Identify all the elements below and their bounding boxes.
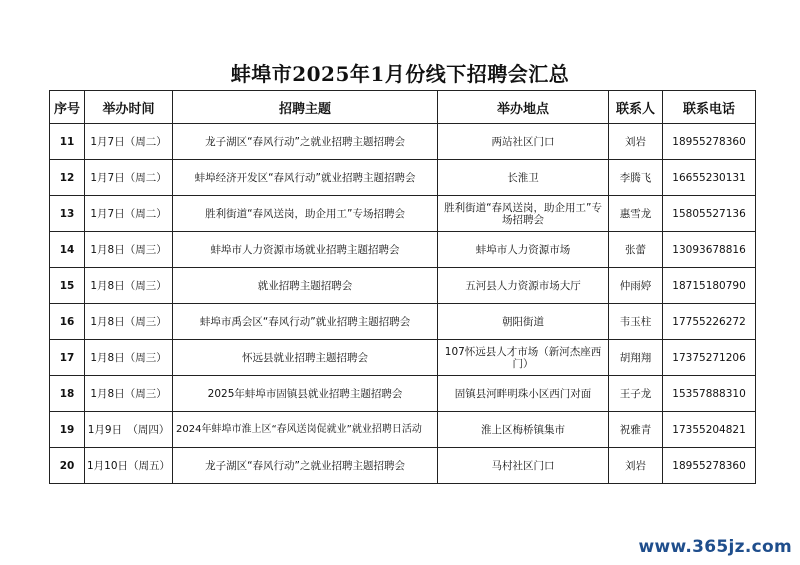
cell-location: 两站社区门口 [438,124,609,160]
header-location: 举办地点 [438,91,609,124]
cell-phone: 18955278360 [663,124,756,160]
cell-contact: 张蕾 [609,232,663,268]
cell-location: 107怀远县人才市场（新河杰座西门） [438,340,609,376]
cell-date: 1月7日（周二） [85,196,173,232]
table-row [50,124,756,160]
cell-no: 19 [50,412,85,448]
cell-date: 1月8日（周三） [85,376,173,412]
cell-date: 1月9日 （周四） [85,412,173,448]
header-date: 举办时间 [85,91,173,124]
cell-topic: 蚌埠经济开发区“春风行动”就业招聘主题招聘会 [173,160,438,196]
cell-topic: 蚌埠市人力资源市场就业招聘主题招聘会 [173,232,438,268]
cell-phone: 13093678816 [663,232,756,268]
cell-no: 17 [50,340,85,376]
cell-date: 1月7日（周二） [85,160,173,196]
cell-no: 12 [50,160,85,196]
cell-contact: 刘岩 [609,448,663,484]
cell-contact: 刘岩 [609,124,663,160]
table-row [50,340,756,376]
cell-no: 11 [50,124,85,160]
cell-contact: 仲雨婷 [609,268,663,304]
watermark: www.365jz.com [638,537,792,557]
cell-phone: 15805527136 [663,196,756,232]
cell-phone: 18715180790 [663,268,756,304]
cell-topic: 怀远县就业招聘主题招聘会 [173,340,438,376]
table-row [50,448,756,484]
cell-topic: 2024年蚌埠市淮上区“春风送岗促就业”就业招聘日活动 [173,412,438,448]
cell-location: 淮上区梅桥镇集市 [438,412,609,448]
cell-location: 朝阳街道 [438,304,609,340]
table-row [50,268,756,304]
cell-contact: 李腾飞 [609,160,663,196]
cell-no: 16 [50,304,85,340]
cell-location: 马村社区门口 [438,448,609,484]
table-header-row [50,91,756,124]
header-contact: 联系人 [609,91,663,124]
table-row [50,232,756,268]
page-title: 蚌埠市2025年1月份线下招聘会汇总 [230,62,570,86]
cell-date: 1月8日（周三） [85,304,173,340]
cell-no: 13 [50,196,85,232]
cell-topic: 2025年蚌埠市固镇县就业招聘主题招聘会 [173,376,438,412]
cell-contact: 韦玉柱 [609,304,663,340]
table-row [50,196,756,232]
cell-contact: 胡翔翔 [609,340,663,376]
cell-no: 14 [50,232,85,268]
cell-phone: 16655230131 [663,160,756,196]
cell-topic: 龙子湖区“春风行动”之就业招聘主题招聘会 [173,448,438,484]
cell-contact: 惠雪龙 [609,196,663,232]
cell-phone: 17375271206 [663,340,756,376]
table-row [50,304,756,340]
cell-no: 15 [50,268,85,304]
cell-no: 18 [50,376,85,412]
header-no: 序号 [50,91,85,124]
cell-location: 蚌埠市人力资源市场 [438,232,609,268]
header-phone: 联系电话 [663,91,756,124]
cell-contact: 祝雅青 [609,412,663,448]
cell-location: 长淮卫 [438,160,609,196]
table-row [50,376,756,412]
cell-topic: 胜利街道“春风送岗，助企用工”专场招聘会 [173,196,438,232]
cell-location: 固镇县河畔明珠小区西门对面 [438,376,609,412]
cell-date: 1月8日（周三） [85,268,173,304]
cell-phone: 17355204821 [663,412,756,448]
cell-date: 1月8日（周三） [85,340,173,376]
cell-date: 1月7日（周二） [85,124,173,160]
cell-contact: 王子龙 [609,376,663,412]
cell-no: 20 [50,448,85,484]
cell-date: 1月10日（周五） [85,448,173,484]
cell-topic: 就业招聘主题招聘会 [173,268,438,304]
table-row [50,412,756,448]
cell-topic: 龙子湖区“春风行动”之就业招聘主题招聘会 [173,124,438,160]
cell-date: 1月8日（周三） [85,232,173,268]
cell-location: 五河县人力资源市场大厅 [438,268,609,304]
job-fair-table [49,90,756,484]
cell-phone: 15357888310 [663,376,756,412]
cell-topic: 蚌埠市禹会区“春风行动”就业招聘主题招聘会 [173,304,438,340]
cell-phone: 18955278360 [663,448,756,484]
cell-phone: 17755226272 [663,304,756,340]
table-row [50,160,756,196]
cell-location: 胜利街道“春风送岗，助企用工”专场招聘会 [438,196,609,232]
header-topic: 招聘主题 [173,91,438,124]
